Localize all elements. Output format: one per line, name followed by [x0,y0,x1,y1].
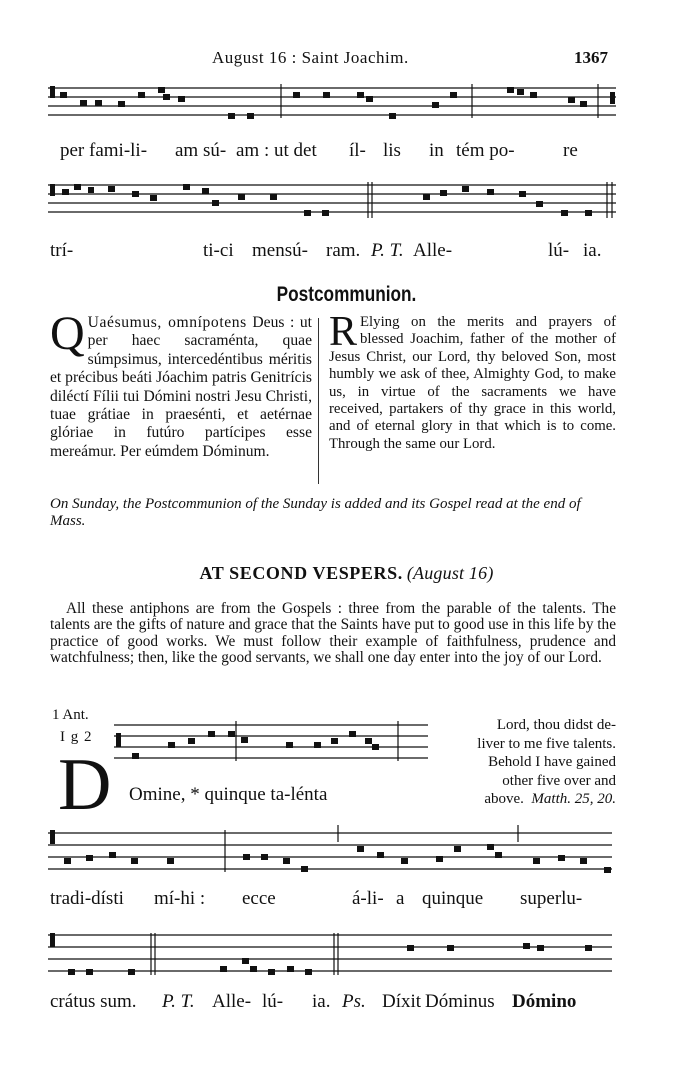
latin-text: Deus : ut per haec sacraménta, quae súmpsimus, intercedéntibus méritis et précibus beáti Jóachim patris Genitrícis diléctí Fílii tui Dómini nostri Jesu Christi, tuae grátiae in praesénti, et aetérnae glóriae in futúro partícipes esse mereámur. Per eúmdem Dóminum. [50,314,313,460]
chant-staff-1 [0,78,693,133]
page-header [0,44,693,74]
syllable: re [563,140,578,161]
page-number: 1367 [574,48,608,67]
syllable: a [396,888,405,909]
syllable: tém po- [456,140,515,161]
syllable: Ps. [342,991,366,1012]
translation-line: liver to me five talents. [477,735,616,752]
latin-first-line: Uaésumus, omnípotens [87,314,247,331]
syllable: P. T. [371,240,404,261]
syllable: am : ut det [236,140,317,161]
syllable: mí-hi : [154,888,206,909]
syllable: lú- [262,991,284,1012]
syllable: lis [383,140,401,161]
syllable: per fami-li- [60,140,148,161]
syllable: ti-ci [203,240,234,261]
syllable: tradi-dísti [50,888,124,909]
mode-label: I g 2 [60,729,93,745]
syllable: mensú- [252,240,308,261]
syllable: ia. [583,240,602,261]
antiphon-lyrics-line-3 [0,991,693,1017]
english-drop-cap: R [329,309,358,355]
syllable: lú- [548,240,570,261]
syllable: quinque [422,888,484,909]
running-title: August 16 : Saint Joachim. [212,48,409,67]
translation-line: other five over and [502,772,616,789]
syllable: ia. [312,991,331,1012]
translation-line: Lord, thou didst de- [496,717,616,733]
translation-line: Behold I have gained [488,754,616,771]
syllable: crátus sum. [50,991,137,1012]
vespers-date: (August 16) [406,563,494,583]
syllable: Díxit [382,991,422,1012]
syllable: superlu- [520,888,583,909]
syllable: am sú- [175,140,227,161]
translation-line: above. [484,791,524,808]
antiphon-label: 1 Ant. [52,707,89,723]
column-divider [318,318,319,484]
antiphon-staff-3 [0,925,693,985]
antiphon-lyrics-line-2 [0,888,693,914]
latin-prayer [50,307,313,461]
chant-staff-2 [0,172,693,232]
syllable: in [429,140,444,161]
postcommunion-heading: Postcommunion. [276,283,417,306]
syllable: á-li- [352,888,384,909]
syllable: Dóminus [425,991,495,1012]
scripture-reference: Matth. 25, 20. [531,791,616,808]
vespers-heading: AT SECOND VESPERS. [199,563,403,583]
english-first-line: Elying on the merits and prayers [360,314,593,330]
vespers-intro: All these antiphons are from the Gospels : three from the parable of the talents. The talents are the gifts of nature and grace that the Saints have put to good use in this life by the practice of good works. We must follow their example of faithfulness, prudence and watchfulness; then, like the good servants, we shall one day enter into the joy of our Lord. [50,600,616,667]
english-prayer [329,309,616,453]
syllable: trí- [50,240,74,261]
syllable: Alle- [413,240,453,261]
antiphon-staff-2 [0,822,693,882]
syllable: ram. [326,240,361,261]
syllable: P. T. [162,991,195,1012]
antiphon-initial: D [58,744,112,826]
english-text: of blessed Joachim, father of the mother of Jesus Christ, our Lord, thy beloved Son, most humbly we ask of thee, Almighty God, to make us, in virtue of the sacraments we have received, partakers of thy grace in this world, and of eternal glory in that which is to come. Through the same our Lord. [329,314,616,452]
syllable: Dómino [512,991,577,1012]
syllable: Alle- [212,991,252,1012]
chant-lyrics-line-2 [0,240,693,266]
antiphon-translation [436,716,616,809]
latin-drop-cap: Q [50,307,85,360]
syllable: íl- [349,140,366,161]
chant-lyrics-line-1 [0,140,693,166]
syllable: ecce [242,888,276,909]
antiphon-lyrics-line-1: Omine, * quinque ta-lénta [129,784,328,805]
vespers-heading-line [0,563,693,584]
sunday-rubric: On Sunday, the Postcommunion of the Sunday is added and its Gospel read at the end of Mass. [50,496,581,529]
